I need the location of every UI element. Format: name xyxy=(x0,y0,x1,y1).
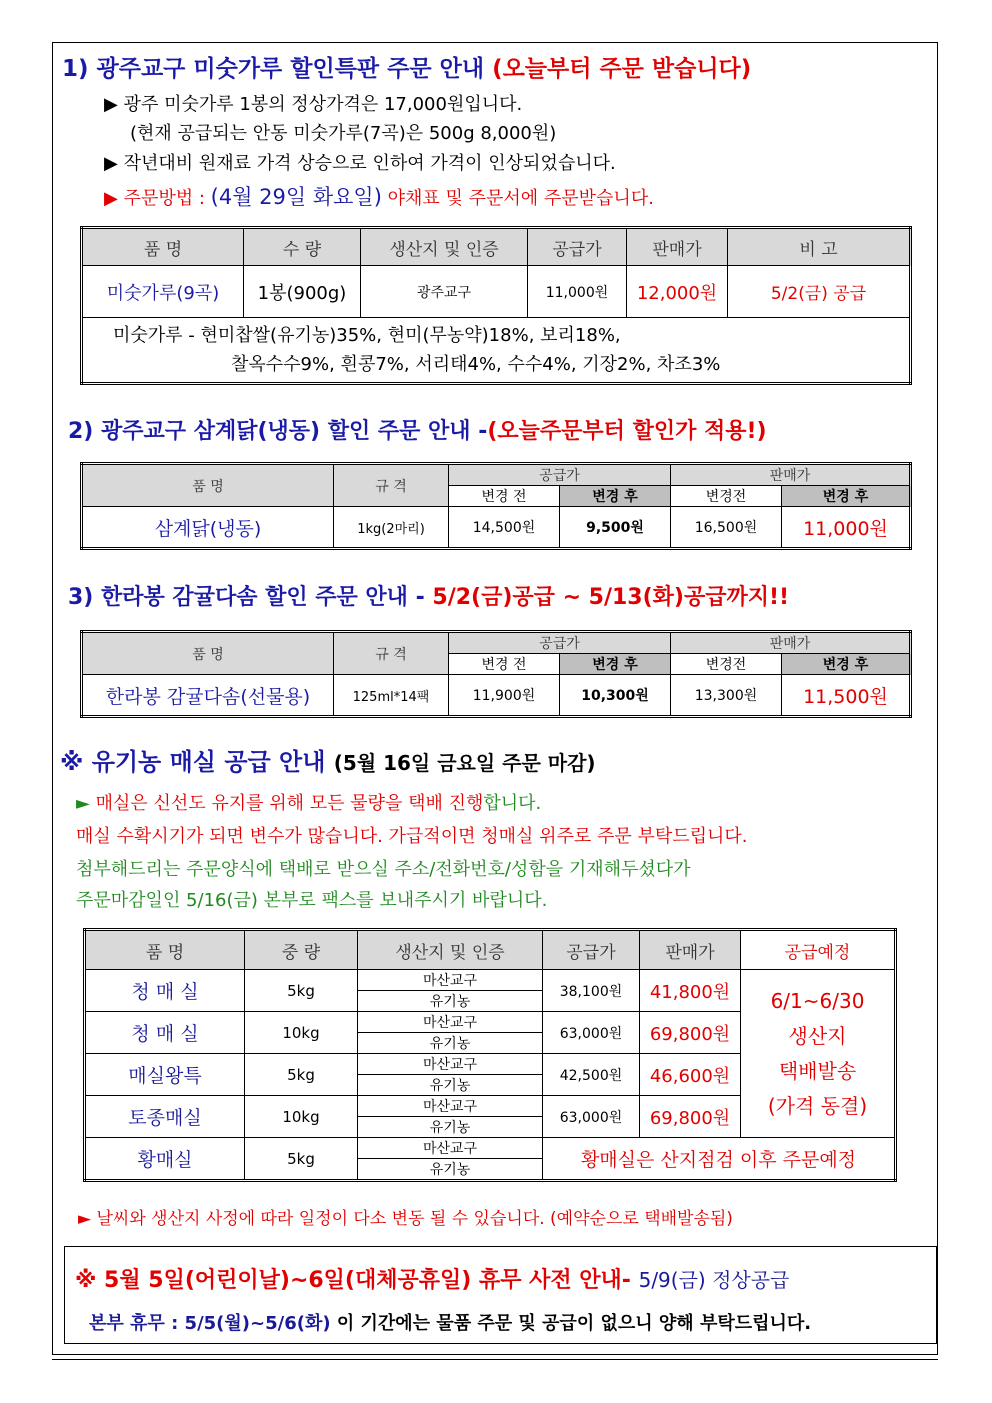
s4-line-2: 매실 수확시기가 되면 변수가 많습니다. 가급적이면 청매실 위주로 주문 부탁드립니다. xyxy=(76,826,748,847)
s1-ingredients xyxy=(82,318,911,384)
s3-h-sale: 판매가 xyxy=(671,632,911,654)
s4-line-1-marker: ► xyxy=(76,793,96,814)
s1-bullet-1b: (현재 공급되는 안동 미숫가루(7곡)은 500g 8,000원) xyxy=(130,123,557,144)
s4-h-schedule: 공급예정 xyxy=(741,930,896,970)
section1-title xyxy=(62,50,751,83)
s1-order-date: (4월 29일 화요일) xyxy=(210,185,382,209)
s3-h-spec: 규 격 xyxy=(334,632,449,675)
s2-item-name: 삼계닭(냉동) xyxy=(82,507,334,549)
section4-title-main: ※ 유기농 매실 공급 안내 xyxy=(60,748,334,776)
s4-r4-cert: 유기농 xyxy=(358,1117,543,1138)
s3-h-sale-before: 변경전 xyxy=(671,654,782,675)
s4-r3-cert: 유기농 xyxy=(358,1075,543,1096)
s1-h-origin: 생산지 및 인증 xyxy=(361,228,528,266)
section2-title-note: (오늘주문부터 할인가 적용!) xyxy=(487,419,767,444)
s4-line-1-tail: 합니다. xyxy=(483,793,542,814)
s3-item-sale-after: 11,500원 xyxy=(782,675,911,717)
s4-line-1 xyxy=(76,789,541,815)
notice-line-2 xyxy=(89,1309,811,1335)
s2-item-sale-after: 11,000원 xyxy=(782,507,911,549)
s2-item-spec: 1kg(2마리) xyxy=(334,507,449,549)
s4-r2-supply: 63,000원 xyxy=(543,1012,640,1054)
s2-h-supply: 공급가 xyxy=(449,464,671,486)
s4-r4-supply: 63,000원 xyxy=(543,1096,640,1138)
s3-item-name: 한라봉 감귤다솜(선물용) xyxy=(82,675,334,717)
s4-r4-weight: 10kg xyxy=(245,1096,358,1138)
s3-h-supply: 공급가 xyxy=(449,632,671,654)
s1-bullet-2-text: 작년대비 원재료 가격 상승으로 인하여 가격이 인상되었습니다. xyxy=(123,153,616,174)
s4-line-4: 주문마감일인 5/16(금) 본부로 팩스를 보내주시기 바랍니다. xyxy=(76,890,548,911)
table-row xyxy=(85,1138,896,1159)
s4-schedule-2: 생산지 xyxy=(788,1023,847,1048)
s4-r2-weight: 10kg xyxy=(245,1012,358,1054)
s4-schedule xyxy=(741,970,896,1138)
notice-line-1-main: ※ 5월 5일(어린이날)~6일(대체공휴일) 휴무 사전 안내- xyxy=(75,1268,639,1293)
s4-r2-name: 청 매 실 xyxy=(85,1012,245,1054)
s1-item-remark: 5/2(금) 공급 xyxy=(728,266,911,318)
s4-footnote: ► 날씨와 생산지 사정에 따라 일정이 다소 변동 될 수 있습니다. (예약순으로 택배발송됨) xyxy=(78,1209,733,1229)
s2-h-sale-before: 변경전 xyxy=(671,486,782,507)
s4-table xyxy=(83,928,897,1182)
s1-bullet-1: ▶ 광주 미숫가루 1봉의 정상가격은 17,000원입니다. xyxy=(104,94,523,115)
section2-title xyxy=(68,414,767,445)
s1-item-origin: 광주교구 xyxy=(361,266,528,318)
s2-item-supply-after: 9,500원 xyxy=(560,507,671,549)
s1-h-supply: 공급가 xyxy=(528,228,627,266)
section1-title-main: 1) 광주교구 미숫가루 할인특판 주문 안내 xyxy=(62,56,493,82)
s4-line-3: 첨부해드리는 주문양식에 택배로 받으실 주소/전화번호/성함을 기재해두셨다가 xyxy=(76,859,691,880)
table-row xyxy=(85,970,896,991)
s4-r3-origin: 마산교구 xyxy=(358,1054,543,1075)
s3-item-sale-before: 13,300원 xyxy=(671,675,782,717)
s1-h-remark: 비 고 xyxy=(728,228,911,266)
s3-h-supply-after: 변경 후 xyxy=(560,654,671,675)
s4-r4-origin: 마산교구 xyxy=(358,1096,543,1117)
s1-item-supply: 11,000원 xyxy=(528,266,627,318)
s3-h-supply-before: 변경 전 xyxy=(449,654,560,675)
s4-r1-sale: 41,800원 xyxy=(640,970,741,1012)
holiday-notice xyxy=(64,1246,937,1344)
notice-line-1 xyxy=(75,1263,789,1294)
s1-table xyxy=(80,226,912,385)
s1-item-name: 미숫가루(9곡) xyxy=(82,266,244,318)
s3-item-supply-before: 11,900원 xyxy=(449,675,560,717)
notice-line-2-tail: 이 기간에는 물품 주문 및 공급이 없으니 양해 부탁드립니다. xyxy=(330,1313,812,1334)
s3-item-supply-after: 10,300원 xyxy=(560,675,671,717)
section3-title-main: 3) 한라봉 감귤다솜 할인 주문 안내 - xyxy=(68,585,433,610)
s2-item-sale-before: 16,500원 xyxy=(671,507,782,549)
s4-r3-weight: 5kg xyxy=(245,1054,358,1096)
s1-h-qty: 수 량 xyxy=(244,228,361,266)
s2-h-spec: 규 격 xyxy=(334,464,449,507)
s4-r5-weight: 5kg xyxy=(245,1138,358,1181)
s4-r2-cert: 유기농 xyxy=(358,1033,543,1054)
s4-h-origin: 생산지 및 인증 xyxy=(358,930,543,970)
s4-r3-sale: 46,600원 xyxy=(640,1054,741,1096)
s2-h-name: 품 명 xyxy=(82,464,334,507)
s4-r3-supply: 42,500원 xyxy=(543,1054,640,1096)
s4-r1-origin: 마산교구 xyxy=(358,970,543,991)
s4-schedule-4: (가격 동결) xyxy=(767,1093,868,1118)
s4-schedule-3: 택배발송 xyxy=(778,1058,857,1083)
s4-r5-name: 황매실 xyxy=(85,1138,245,1181)
s4-r4-sale: 69,800원 xyxy=(640,1096,741,1138)
s2-h-supply-after: 변경 후 xyxy=(560,486,671,507)
s1-item-qty: 1봉(900g) xyxy=(244,266,361,318)
s4-r3-name: 매실왕특 xyxy=(85,1054,245,1096)
section3-title xyxy=(68,580,789,611)
s1-ingredients-1: 미숫가루 - 현미찹쌀(유기농)35%, 현미(무농약)18%, 보리18%, xyxy=(113,325,621,346)
s1-order-method: 주문방법 : xyxy=(123,188,211,209)
s3-table xyxy=(80,630,912,718)
s1-bullet-2: ▶ 작년대비 원재료 가격 상승으로 인하여 가격이 인상되었습니다. xyxy=(104,153,616,174)
s1-item-sale: 12,000원 xyxy=(627,266,728,318)
s1-bullet-1-text: 광주 미숫가루 1봉의 정상가격은 17,000원입니다. xyxy=(123,94,523,115)
s4-r1-name: 청 매 실 xyxy=(85,970,245,1012)
section4-title xyxy=(60,742,596,777)
s4-schedule-1: 6/1~6/30 xyxy=(770,988,865,1013)
section3-title-note: 5/2(금)공급 ~ 5/13(화)공급까지!! xyxy=(432,585,790,610)
s2-h-supply-before: 변경 전 xyxy=(449,486,560,507)
s3-h-name: 품 명 xyxy=(82,632,334,675)
s4-r1-weight: 5kg xyxy=(245,970,358,1012)
s3-item-spec: 125ml*14팩 xyxy=(334,675,449,717)
s4-h-name: 품 명 xyxy=(85,930,245,970)
s4-r1-cert: 유기농 xyxy=(358,991,543,1012)
s4-h-sale: 판매가 xyxy=(640,930,741,970)
s2-table xyxy=(80,462,912,550)
s4-r2-origin: 마산교구 xyxy=(358,1012,543,1033)
bottom-rule xyxy=(52,1359,938,1360)
s4-r4-name: 토종매실 xyxy=(85,1096,245,1138)
s4-line-1-main: 매실은 신선도 유지를 위해 모든 물량을 택배 진행 xyxy=(95,793,484,814)
s2-h-sale-after: 변경 후 xyxy=(782,486,911,507)
s4-r5-cert: 유기농 xyxy=(358,1159,543,1181)
section4-title-note: (5월 16일 금요일 주문 마감) xyxy=(333,751,596,775)
s1-h-sale: 판매가 xyxy=(627,228,728,266)
s4-r5-origin: 마산교구 xyxy=(358,1138,543,1159)
section2-title-main: 2) 광주교구 삼계닭(냉동) 할인 주문 안내 - xyxy=(68,419,488,444)
s4-h-supply: 공급가 xyxy=(543,930,640,970)
s1-order-method-tail: 야채표 및 주문서에 주문받습니다. xyxy=(381,188,654,209)
s1-bullet-3: ▶ 주문방법 : (4월 29일 화요일) 야채표 및 주문서에 주문받습니다. xyxy=(104,185,654,209)
s1-h-name: 품 명 xyxy=(82,228,244,266)
s2-h-sale: 판매가 xyxy=(671,464,911,486)
s4-r1-supply: 38,100원 xyxy=(543,970,640,1012)
s1-ingredients-2: 찰옥수수9%, 흰콩7%, 서리태4%, 수수4%, 기장2%, 차조3% xyxy=(231,354,721,375)
notice-line-1-tail: 5/9(금) 정상공급 xyxy=(638,1268,790,1292)
section1-title-note: (오늘부터 주문 받습니다) xyxy=(492,56,752,82)
notice-line-2-main: 본부 휴무 : 5/5(월)~5/6(화) xyxy=(89,1313,331,1334)
s4-yellow-note: 황매실은 산지점검 이후 주문예정 xyxy=(543,1138,896,1181)
s4-r2-sale: 69,800원 xyxy=(640,1012,741,1054)
s4-h-weight: 중 량 xyxy=(245,930,358,970)
s3-h-sale-after: 변경 후 xyxy=(782,654,911,675)
s2-item-supply-before: 14,500원 xyxy=(449,507,560,549)
